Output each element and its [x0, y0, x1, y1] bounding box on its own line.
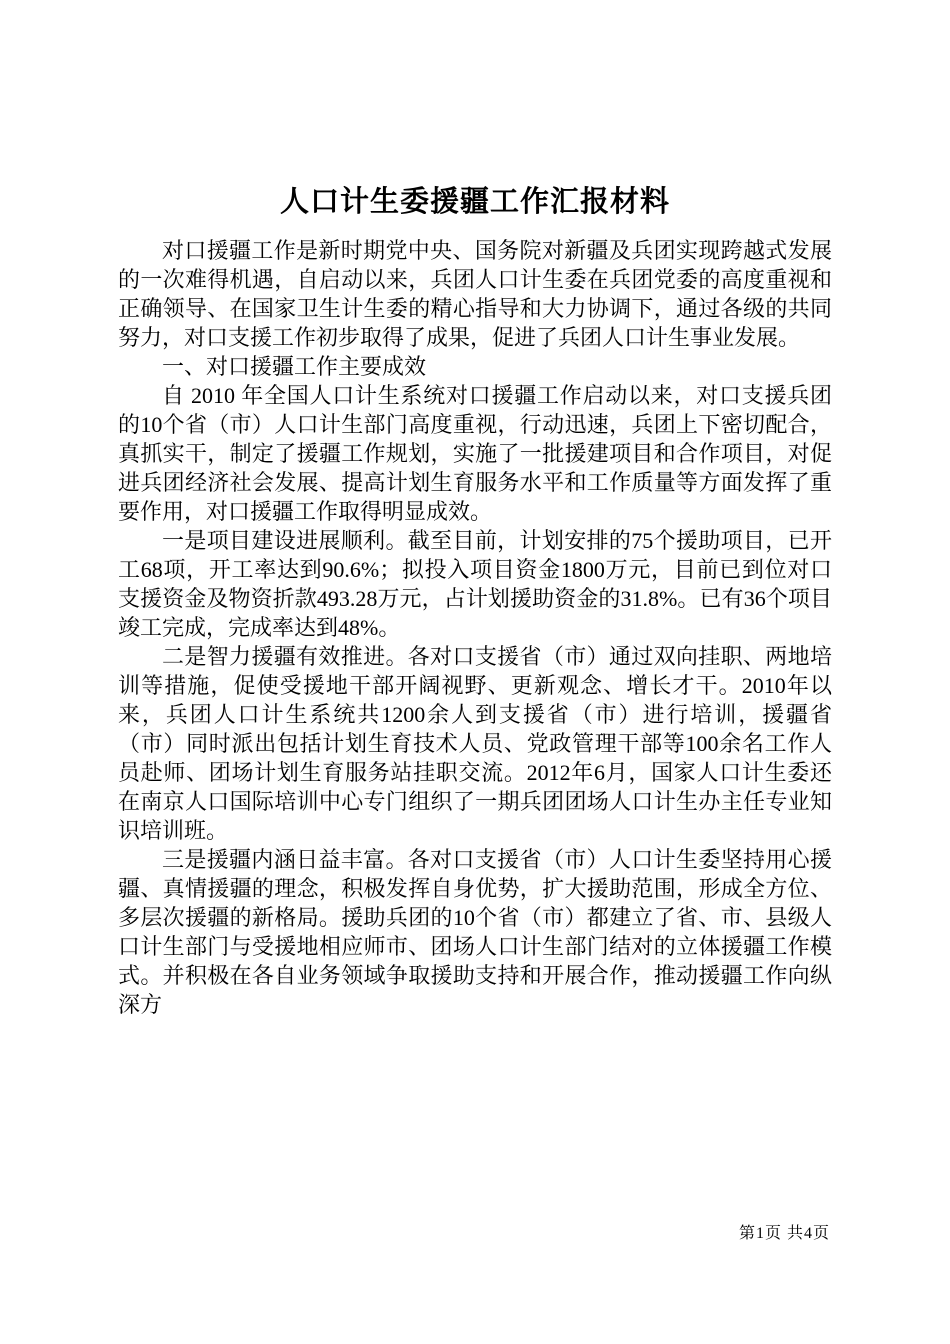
section-heading: 一、对口援疆工作主要成效: [162, 354, 427, 379]
page-number-footer: 第1页 共4页: [738, 1225, 830, 1242]
paragraph-point-one: 一是项目建设进展顺利。截至目前，计划安排的75个援助项目，已开工68项，开工率达到90.6%；拟投入项目资金1800万元，目前已到位对口支援资金及物资折款493.28万元，占计划援助资金的31.8%。已有36个项目竣工完成，完成率达到48%。: [118, 528, 833, 640]
paragraph-intro: 对口援疆工作是新时期党中央、国务院对新疆及兵团实现跨越式发展的一次难得机遇，自启动以来，兵团人口计生委在兵团党委的高度重视和正确领导、在国家卫生计生委的精心指导和大力协调下，通过各级的共同努力，对口支援工作初步取得了成果，促进了兵团人口计生事业发展。: [118, 238, 832, 350]
paragraph-overview: 自 2010 年全国人口计生系统对口援疆工作启动以来，对口支援兵团的10个省（市）人口计生部门高度重视，行动迅速，兵团上下密切配合，真抓实干，制定了援疆工作规划，实施了一批援建项目和合作项目，对促进兵团经济社会发展、提高计划生育服务水平和工作质量等方面发挥了重要作用，对口援疆工作取得明显成效。: [118, 383, 832, 524]
paragraph-point-three: 三是援疆内涵日益丰富。各对口支援省（市）人口计生委坚持用心援疆、真情援疆的理念，积极发挥自身优势，扩大援助范围，形成全方位、多层次援疆的新格局。援助兵团的10个省（市）都建立了省、市、县级人口计生部门与受援地相应师市、团场人口计生部门结对的立体援疆工作模式。并积极在各自业务领域争取援助支持和开展合作，推动援疆工作向纵深方: [118, 847, 832, 1017]
document-title: 人口计生委援疆工作汇报材料: [279, 186, 670, 218]
paragraph-point-two: 二是智力援疆有效推进。各对口支援省（市）通过双向挂职、两地培训等措施，促使受援地干部开阔视野、更新观念、增长才干。2010年以来，兵团人口计生系统共1200余人到支援省（市）进行培训，援疆省（市）同时派出包括计划生育技术人员、党政管理干部等100余名工作人员赴师、团场计划生育服务站挂职交流。2012年6月，国家人口计生委还在南京人口国际培训中心专门组织了一期兵团团场人口计生办主任专业知识培训班。: [118, 644, 832, 843]
